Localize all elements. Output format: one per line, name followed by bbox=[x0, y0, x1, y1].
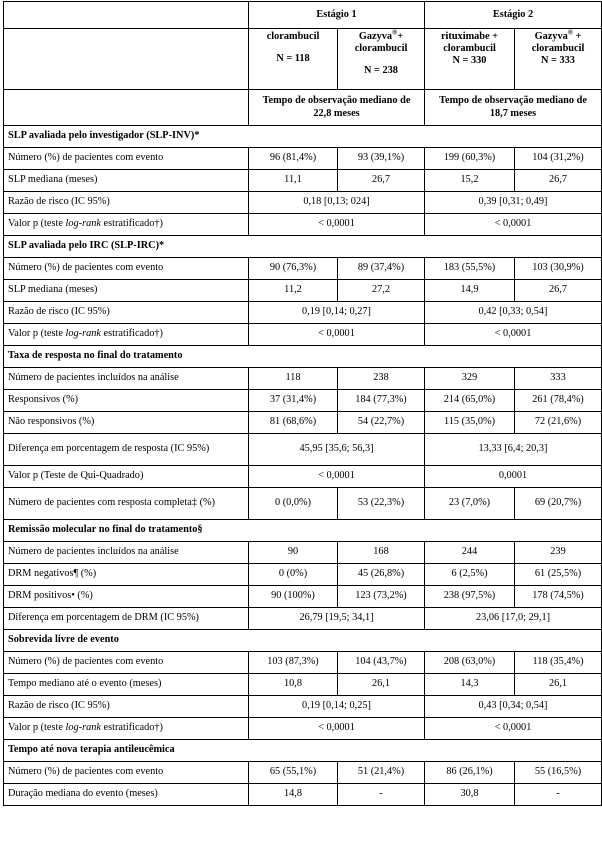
row-label: Número (%) de pacientes com evento bbox=[4, 762, 249, 784]
corner-cell-2 bbox=[4, 29, 249, 90]
arm1-n: N = 118 bbox=[276, 53, 310, 65]
table-row bbox=[4, 368, 602, 390]
cell: 26,79 [19,5; 34,1] bbox=[249, 608, 425, 630]
row-label: SLP mediana (meses) bbox=[4, 170, 249, 192]
stage2-observation: Tempo de observação mediano de 18,7 meses bbox=[425, 90, 602, 126]
cell: 45,95 [35,6; 56,3] bbox=[249, 434, 425, 466]
cell: 103 (30,9%) bbox=[515, 258, 602, 280]
cell: 123 (73,2%) bbox=[338, 586, 425, 608]
cell: < 0,0001 bbox=[425, 324, 602, 346]
row-label: SLP mediana (meses) bbox=[4, 280, 249, 302]
cell: 11,1 bbox=[249, 170, 338, 192]
table-row bbox=[4, 696, 602, 718]
section-title: Tempo até nova terapia antileucêmica bbox=[4, 740, 602, 762]
arm3-name: rituximabe + bbox=[440, 31, 499, 42]
observation-row bbox=[4, 90, 602, 126]
table-row bbox=[4, 564, 602, 586]
cell: 81 (68,6%) bbox=[249, 412, 338, 434]
table-row bbox=[4, 390, 602, 412]
cell: 168 bbox=[338, 542, 425, 564]
cell: 238 (97,5%) bbox=[425, 586, 515, 608]
cell: 118 bbox=[249, 368, 338, 390]
row-label: Valor p (teste log-rank estratificado†) bbox=[4, 718, 249, 740]
row-label: Responsivos (%) bbox=[4, 390, 249, 412]
table-row bbox=[4, 674, 602, 696]
table-row bbox=[4, 652, 602, 674]
cell: < 0,0001 bbox=[249, 466, 425, 488]
cell: 55 (16,5%) bbox=[515, 762, 602, 784]
cell: 90 bbox=[249, 542, 338, 564]
cell: 14,8 bbox=[249, 784, 338, 806]
cell: 103 (87,3%) bbox=[249, 652, 338, 674]
cell: < 0,0001 bbox=[425, 718, 602, 740]
cell: 69 (20,7%) bbox=[515, 488, 602, 520]
table-row bbox=[4, 214, 602, 236]
cell: 183 (55,5%) bbox=[425, 258, 515, 280]
cell: - bbox=[515, 784, 602, 806]
stage2-header: Estágio 2 bbox=[425, 2, 602, 29]
cell: < 0,0001 bbox=[249, 718, 425, 740]
table-row bbox=[4, 586, 602, 608]
row-label: Valor p (teste log-rank estratificado†) bbox=[4, 324, 249, 346]
arm3-n: N = 330 bbox=[452, 55, 487, 67]
cell: 0,18 [0,13; 024] bbox=[249, 192, 425, 214]
cell: < 0,0001 bbox=[425, 214, 602, 236]
section-row bbox=[4, 520, 602, 542]
section-title: Taxa de resposta no final do tratamento bbox=[4, 346, 602, 368]
row-label: Número (%) de pacientes com evento bbox=[4, 258, 249, 280]
row-label: Duração mediana do evento (meses) bbox=[4, 784, 249, 806]
cell: 90 (100%) bbox=[249, 586, 338, 608]
cell: 37 (31,4%) bbox=[249, 390, 338, 412]
table-row bbox=[4, 324, 602, 346]
table-row bbox=[4, 488, 602, 520]
cell: 45 (26,8%) bbox=[338, 564, 425, 586]
cell: 26,1 bbox=[515, 674, 602, 696]
cell: 6 (2,5%) bbox=[425, 564, 515, 586]
registered-mark-2: ® bbox=[567, 28, 573, 37]
row-label: Razão de risco (IC 95%) bbox=[4, 192, 249, 214]
cell: 30,8 bbox=[425, 784, 515, 806]
row-label: Valor p (Teste de Qui-Quadrado) bbox=[4, 466, 249, 488]
arm4-header: Gazyva® + clorambucil N = 333 bbox=[515, 29, 602, 90]
cell: 333 bbox=[515, 368, 602, 390]
section-title: Sobrevida livre de evento bbox=[4, 630, 602, 652]
table-row bbox=[4, 170, 602, 192]
table-row bbox=[4, 302, 602, 324]
cell: 104 (43,7%) bbox=[338, 652, 425, 674]
table-row bbox=[4, 608, 602, 630]
table-row bbox=[4, 762, 602, 784]
cell: 14,9 bbox=[425, 280, 515, 302]
row-label: Diferença em porcentagem de DRM (IC 95%) bbox=[4, 608, 249, 630]
table-row bbox=[4, 466, 602, 488]
cell: 0,39 [0,31; 0,49] bbox=[425, 192, 602, 214]
row-label: Número de pacientes incluídos na análise bbox=[4, 368, 249, 390]
cell: 26,7 bbox=[515, 170, 602, 192]
cell: 23 (7,0%) bbox=[425, 488, 515, 520]
section-title: SLP avaliada pelo investigador (SLP-INV)* bbox=[4, 126, 602, 148]
arm1-header bbox=[249, 29, 338, 90]
section-row bbox=[4, 740, 602, 762]
table-row bbox=[4, 434, 602, 466]
cell: 199 (60,3%) bbox=[425, 148, 515, 170]
section-row bbox=[4, 236, 602, 258]
row-label: Número (%) de pacientes com evento bbox=[4, 652, 249, 674]
cell: 0,19 [0,14; 0,25] bbox=[249, 696, 425, 718]
cell: - bbox=[338, 784, 425, 806]
cell: 11,2 bbox=[249, 280, 338, 302]
stage1-observation: Tempo de observação mediano de 22,8 meses bbox=[249, 90, 425, 126]
row-label: Diferença em porcentagem de resposta (IC 95%) bbox=[4, 434, 249, 466]
row-label: Não responsivos (%) bbox=[4, 412, 249, 434]
row-label: Razão de risco (IC 95%) bbox=[4, 696, 249, 718]
arm1-name: clorambucil bbox=[266, 31, 320, 42]
arm2-n: N = 238 bbox=[364, 65, 398, 77]
table-row bbox=[4, 280, 602, 302]
arm2-header: Gazyva®+ clorambucil N = 238 bbox=[338, 29, 425, 90]
stage1-header: Estágio 1 bbox=[249, 2, 425, 29]
stage-header-row bbox=[4, 2, 602, 29]
row-label: Número de pacientes com resposta completa‡ (%) bbox=[4, 488, 249, 520]
row-label: DRM negativos¶ (%) bbox=[4, 564, 249, 586]
cell: 51 (21,4%) bbox=[338, 762, 425, 784]
cell: 178 (74,5%) bbox=[515, 586, 602, 608]
row-label: Valor p (teste log-rank estratificado†) bbox=[4, 214, 249, 236]
cell: 239 bbox=[515, 542, 602, 564]
cell: 261 (78,4%) bbox=[515, 390, 602, 412]
cell: 10,8 bbox=[249, 674, 338, 696]
row-label: Número (%) de pacientes com evento bbox=[4, 148, 249, 170]
section-title: Remissão molecular no final do tratamento§ bbox=[4, 520, 602, 542]
table-row bbox=[4, 542, 602, 564]
row-label: Tempo mediano até o evento (meses) bbox=[4, 674, 249, 696]
cell: 118 (35,4%) bbox=[515, 652, 602, 674]
cell: 86 (26,1%) bbox=[425, 762, 515, 784]
cell: 54 (22,7%) bbox=[338, 412, 425, 434]
section-row bbox=[4, 346, 602, 368]
cell: 0,0001 bbox=[425, 466, 602, 488]
cell: 208 (63,0%) bbox=[425, 652, 515, 674]
row-label: Número de pacientes incluídos na análise bbox=[4, 542, 249, 564]
cell: 93 (39,1%) bbox=[338, 148, 425, 170]
cell: 65 (55,1%) bbox=[249, 762, 338, 784]
registered-mark: ® bbox=[392, 28, 398, 37]
cell: 27,2 bbox=[338, 280, 425, 302]
cell: 53 (22,3%) bbox=[338, 488, 425, 520]
cell: 0 (0%) bbox=[249, 564, 338, 586]
results-table bbox=[3, 1, 602, 806]
cell: 0,43 [0,34; 0,54] bbox=[425, 696, 602, 718]
cell: 23,06 [17,0; 29,1] bbox=[425, 608, 602, 630]
arm4-name: Gazyva bbox=[534, 31, 568, 42]
cell: 244 bbox=[425, 542, 515, 564]
cell: 26,7 bbox=[338, 170, 425, 192]
cell: 329 bbox=[425, 368, 515, 390]
section-title: SLP avaliada pelo IRC (SLP-IRC)* bbox=[4, 236, 602, 258]
cell: 0,19 [0,14; 0,27] bbox=[249, 302, 425, 324]
cell: 104 (31,2%) bbox=[515, 148, 602, 170]
table-row bbox=[4, 192, 602, 214]
cell: 72 (21,6%) bbox=[515, 412, 602, 434]
table-row bbox=[4, 718, 602, 740]
cell: 26,1 bbox=[338, 674, 425, 696]
section-row bbox=[4, 630, 602, 652]
cell: 184 (77,3%) bbox=[338, 390, 425, 412]
table-row bbox=[4, 784, 602, 806]
arm2-name: Gazyva bbox=[358, 31, 393, 42]
row-label: Razão de risco (IC 95%) bbox=[4, 302, 249, 324]
cell: 96 (81,4%) bbox=[249, 148, 338, 170]
corner-cell bbox=[4, 2, 249, 29]
cell: 61 (25,5%) bbox=[515, 564, 602, 586]
section-row bbox=[4, 126, 602, 148]
arm3-header: rituximabe + clorambucil N = 330 bbox=[425, 29, 515, 90]
arm-header-row bbox=[4, 29, 602, 90]
cell: 115 (35,0%) bbox=[425, 412, 515, 434]
table-row bbox=[4, 148, 602, 170]
arm4-n: N = 333 bbox=[541, 55, 575, 67]
cell: 15,2 bbox=[425, 170, 515, 192]
cell: 90 (76,3%) bbox=[249, 258, 338, 280]
cell: 14,3 bbox=[425, 674, 515, 696]
table-row bbox=[4, 258, 602, 280]
cell: 0,42 [0,33; 0,54] bbox=[425, 302, 602, 324]
cell: < 0,0001 bbox=[249, 324, 425, 346]
cell: 89 (37,4%) bbox=[338, 258, 425, 280]
cell: 26,7 bbox=[515, 280, 602, 302]
cell: < 0,0001 bbox=[249, 214, 425, 236]
cell: 238 bbox=[338, 368, 425, 390]
cell: 13,33 [6,4; 20,3] bbox=[425, 434, 602, 466]
row-label: DRM positivos• (%) bbox=[4, 586, 249, 608]
table-row bbox=[4, 412, 602, 434]
corner-cell-3 bbox=[4, 90, 249, 126]
cell: 0 (0,0%) bbox=[249, 488, 338, 520]
cell: 214 (65,0%) bbox=[425, 390, 515, 412]
